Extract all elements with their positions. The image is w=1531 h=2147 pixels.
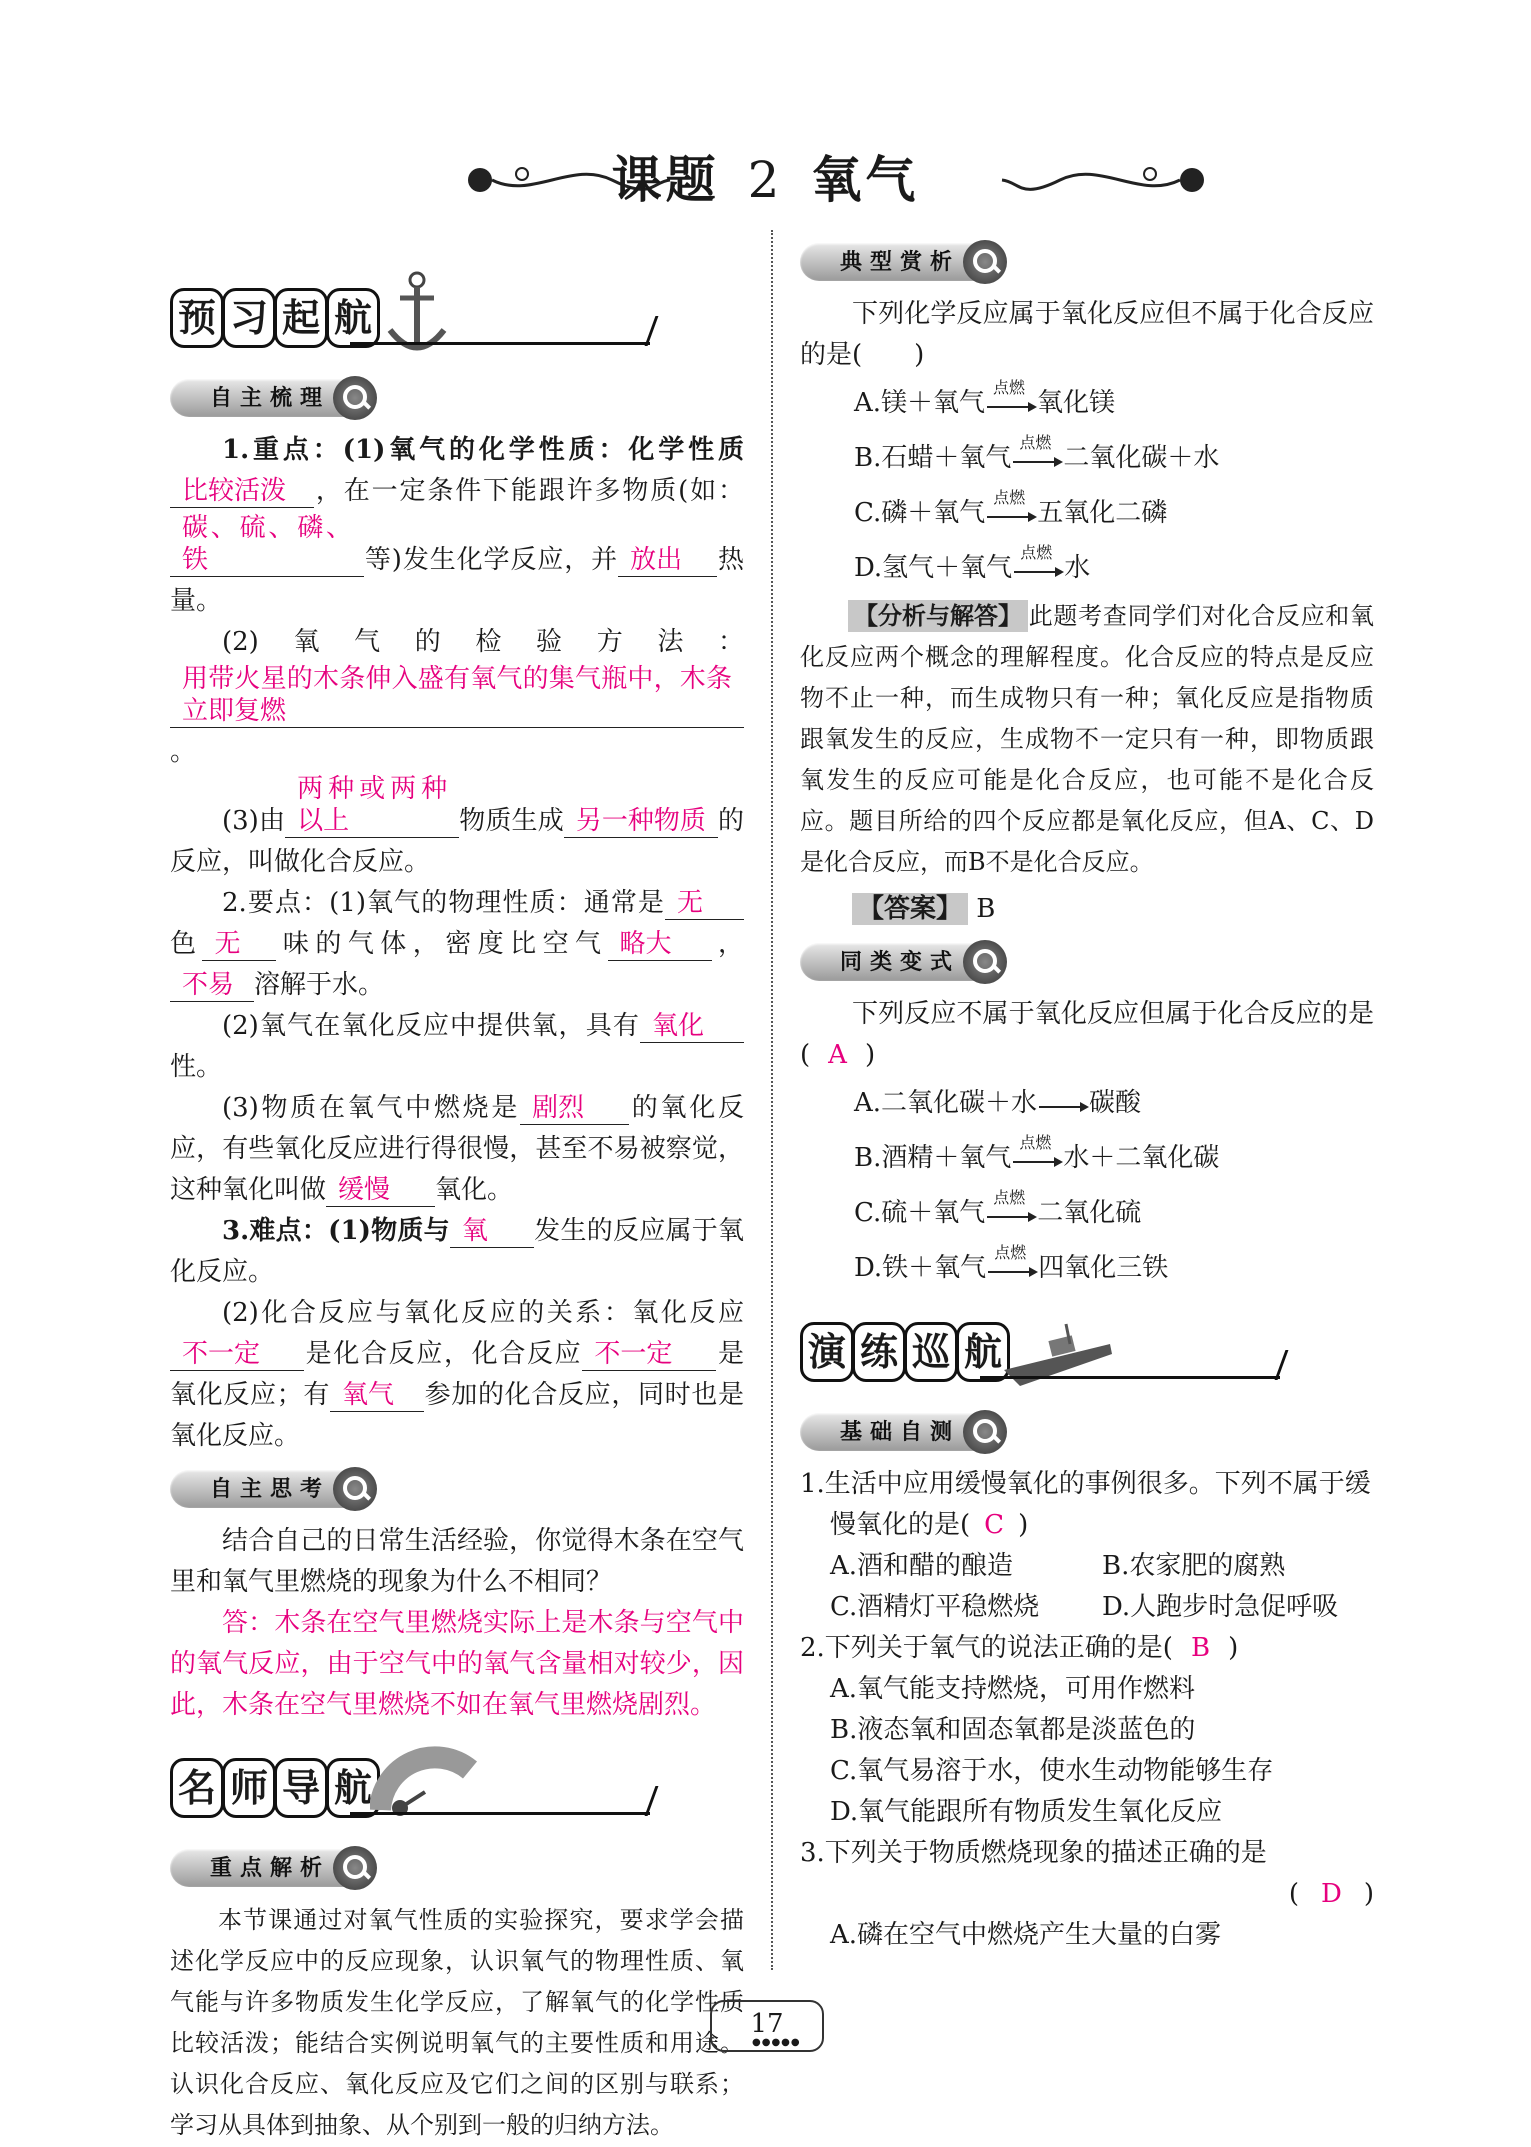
answer-blank: 无	[202, 928, 276, 961]
option: B.液态氧和固态氧都是淡蓝色的	[830, 1715, 1196, 1745]
answer-blank: 不易	[170, 969, 254, 1002]
reaction-arrow-icon	[1013, 1133, 1061, 1169]
text: 味的气体，密度比空气	[276, 929, 608, 959]
text: 碳酸	[1089, 1088, 1142, 1118]
text: 2.下列关于氧气的说法正确的是(	[800, 1633, 1173, 1663]
example-option	[800, 431, 1374, 486]
variant-option	[800, 1131, 1374, 1186]
option: A.磷在空气中燃烧产生大量的白雾	[830, 1920, 1222, 1950]
reaction-arrow-icon	[1039, 1094, 1087, 1114]
right-column	[800, 230, 1374, 1956]
text: 二氧化硫	[1037, 1198, 1142, 1228]
text: 二氧化碳＋水	[1063, 443, 1220, 473]
question-3-answer	[800, 1874, 1374, 1915]
answer-blank: 氧	[450, 1215, 534, 1248]
think-answer: 答：木条在空气里燃烧实际上是木条与空气中的氧气反应，由于空气中的氧气含量相对较少，因此，木条在空气里燃烧不如在氧气里燃烧剧烈。	[170, 1608, 744, 1720]
banner-char: 航	[326, 288, 380, 348]
text: (2)化合反应与氧化反应的关系：氧化反应	[222, 1298, 744, 1328]
text: ，	[711, 929, 744, 959]
question-1-options	[800, 1587, 1374, 1628]
title-number: 2	[747, 151, 784, 209]
text: 性。	[170, 1052, 223, 1082]
reaction-arrow-icon	[987, 488, 1035, 524]
section-title: 自主思考	[210, 1476, 331, 1502]
text: 水＋二氧化碳	[1063, 1143, 1220, 1173]
text: (3)物质在氧气中燃烧是	[222, 1093, 521, 1123]
banner-char: 习	[222, 288, 276, 348]
answer-blank: 不一定	[170, 1338, 304, 1371]
condition: 点燃	[993, 378, 1026, 397]
answer-tag: 【答案】	[852, 893, 968, 925]
think-question: 结合自己的日常生活经验，你觉得木条在空气里和氧气里燃烧的现象为什么不相同？	[170, 1526, 744, 1597]
text: (2)氧气在氧化反应中提供氧，具有	[222, 1011, 640, 1041]
magnifier-icon	[333, 376, 377, 420]
text: C.硫＋氧气	[854, 1198, 986, 1228]
text: D.铁＋氧气	[854, 1253, 987, 1283]
option: C.酒精灯平稳燃烧	[830, 1592, 1040, 1622]
answer-line	[800, 889, 1374, 930]
banner-teacher	[170, 1740, 744, 1836]
banner-char: 航	[956, 1322, 1010, 1382]
condition: 点燃	[994, 1243, 1027, 1262]
question-1-options	[800, 1546, 1374, 1587]
condition: 点燃	[1019, 433, 1052, 452]
magnifier-icon	[963, 240, 1007, 284]
banner-char: 练	[852, 1322, 906, 1382]
text: 等)发生化学反应，并	[364, 545, 619, 575]
answer-blank: 两种或两种以上	[285, 773, 459, 838]
variant-option	[800, 1241, 1374, 1296]
section-header-self-review	[170, 376, 744, 420]
text: 水	[1064, 553, 1091, 583]
text: 1.重点：(1)氧气的化学性质：化学性质	[222, 435, 744, 465]
magnifier-icon	[333, 1467, 377, 1511]
text: 。	[170, 737, 197, 767]
analysis-text: 此题考查同学们对化合反应和氧化反应两个概念的理解程度。化合反应的特点是反应物不止一种，而生成物只有一种；氧化反应是指物质跟氧发生的反应，生成物不一定只有一种，即物质跟氧发生的反应可能是化合反应，也可能不是化合反应。题目所给的四个反应都是氧化反应，但A、C、D是化合反应，而B不是化合反应。	[800, 602, 1374, 876]
answer-blank: 氧化	[640, 1010, 744, 1043]
section-title: 典型赏析	[840, 249, 961, 275]
anchor-icon	[382, 270, 452, 360]
banner-char: 起	[274, 288, 328, 348]
option: A.氧气能支持燃烧，可用作燃料	[830, 1674, 1196, 1704]
condition: 点燃	[1020, 543, 1053, 562]
point-2-2	[170, 1006, 744, 1088]
text: A.二氧化碳＋水	[854, 1088, 1038, 1118]
reaction-arrow-icon	[1013, 433, 1061, 469]
magnifier-icon	[333, 1846, 377, 1890]
answer-blank: 缓慢	[326, 1174, 435, 1207]
text: 溶解于水。	[254, 970, 385, 1000]
answer-value: D	[1320, 1879, 1342, 1909]
text: 参加的化合反应，同时也是氧化反应。	[170, 1380, 744, 1451]
section-header-key-analysis	[170, 1846, 744, 1890]
text: 2.要点：(1)氧气的物理性质：通常是	[222, 888, 665, 918]
section-title: 自主梳理	[210, 385, 331, 411]
text: C.磷＋氧气	[854, 498, 986, 528]
text: 下列反应不属于氧化反应但属于化合反应的是(	[800, 999, 1374, 1070]
text: 3.难点：(1)物质与	[222, 1216, 450, 1246]
point-3-2	[170, 1293, 744, 1457]
question-2	[800, 1628, 1374, 1669]
option: D.氧气能跟所有物质发生氧化反应	[830, 1797, 1223, 1827]
banner-char: 演	[800, 1322, 854, 1382]
text: B.酒精＋氧气	[854, 1143, 1012, 1173]
text: A.镁＋氧气	[854, 388, 986, 418]
section-header-typical-example	[800, 240, 1374, 284]
text: )	[864, 1040, 876, 1070]
variant-option	[800, 1186, 1374, 1241]
text: 氧化。	[435, 1175, 514, 1205]
text: 1.生活中应用缓慢氧化的事例很多。下列不属于缓慢氧化的是(	[800, 1469, 1371, 1540]
text: )	[1018, 1510, 1029, 1540]
text: 是氧化反应；有	[170, 1339, 744, 1410]
reaction-arrow-icon	[988, 1243, 1036, 1279]
banner-char: 师	[222, 1758, 276, 1818]
reaction-arrow-icon	[987, 378, 1035, 414]
banner-char: 巡	[904, 1322, 958, 1382]
text: 的氧化反应，有些氧化反应进行得很慢，甚至不易被察觉，这种氧化叫做	[170, 1093, 744, 1205]
text: 的反应，叫做化合反应。	[170, 806, 744, 877]
text: (	[1288, 1879, 1299, 1909]
answer-blank: 略大	[608, 928, 712, 961]
option: C.氧气易溶于水，使水生动物能够生存	[830, 1756, 1274, 1786]
answer-blank: 碳、硫、磷、铁	[170, 512, 364, 577]
title-topic: 氧气	[811, 150, 920, 209]
section-header-variant	[800, 940, 1374, 984]
section-header-self-think	[170, 1467, 744, 1511]
banner-preview	[170, 270, 744, 366]
column-divider	[771, 230, 773, 1970]
text: B.石蜡＋氧气	[854, 443, 1012, 473]
text: 是化合反应，化合反应	[304, 1339, 583, 1369]
page-title	[0, 140, 1531, 212]
text: (2)氧气的检验方法：	[222, 627, 744, 657]
section-title: 基础自测	[840, 1419, 961, 1445]
title-label: 课题	[611, 150, 720, 209]
point-1-2	[170, 622, 744, 773]
page-number	[710, 2000, 824, 2052]
banner-char: 名	[170, 1758, 224, 1818]
text: 五氧化二磷	[1037, 498, 1168, 528]
section-header-basic-test	[800, 1410, 1374, 1454]
option: D.人跑步时急促呼吸	[1102, 1592, 1339, 1622]
answer-blank: 用带火星的木条伸入盛有氧气的集气瓶中，木条立即复燃	[170, 663, 744, 728]
condition: 点燃	[993, 1188, 1026, 1207]
example-option	[800, 486, 1374, 541]
answer-blank: 剧烈	[520, 1092, 629, 1125]
answer-blank: 不一定	[582, 1338, 716, 1371]
answer-value: A	[828, 1040, 847, 1070]
answer-value: B	[976, 894, 996, 924]
gauge-icon	[370, 1740, 480, 1830]
point-1-3	[170, 773, 744, 883]
text: )	[1363, 1879, 1374, 1909]
analysis-answer	[800, 596, 1374, 883]
option: B.农家肥的腐熟	[1102, 1551, 1286, 1581]
condition: 点燃	[993, 488, 1026, 507]
variant-option	[800, 1076, 1374, 1131]
dots-icon: ●●●●●	[752, 2037, 801, 2048]
example-question: 下列化学反应属于氧化反应但不属于化合反应的是( )	[800, 299, 1374, 370]
text: )	[1228, 1633, 1239, 1663]
magnifier-icon	[963, 940, 1007, 984]
banner-char: 导	[274, 1758, 328, 1818]
key-analysis-text: 本节课通过对氧气性质的实验探究，要求学会描述化学反应中的反应现象，认识氧气的物理性质、氧气能与许多物质发生化学反应，了解氧气的化学性质比较活泼；能结合实例说明氧气的主要性质和用途。认识化合反应、氧化反应及它们之间的区别与联系；学习从具体到抽象、从个别到一般的归纳方法。	[170, 1906, 744, 2139]
text: 发生的反应属于氧化反应。	[170, 1216, 744, 1287]
point-2-3	[170, 1088, 744, 1211]
answer-blank: 比较活泼	[170, 475, 314, 508]
section-title: 重点解析	[210, 1855, 331, 1881]
text: 物质生成	[459, 806, 564, 836]
reaction-arrow-icon	[987, 1188, 1035, 1224]
text: 四氧化三铁	[1038, 1253, 1169, 1283]
text: 热量。	[170, 545, 744, 616]
question-3: 3.下列关于物质燃烧现象的描述正确的是	[800, 1838, 1267, 1868]
condition: 点燃	[1019, 1133, 1052, 1152]
banner-char: 航	[326, 1758, 380, 1818]
banner-practice	[800, 1304, 1374, 1400]
answer-value: B	[1190, 1633, 1211, 1663]
section-title: 同类变式	[840, 949, 961, 975]
example-option	[800, 541, 1374, 596]
text: 色	[170, 929, 203, 959]
variant-question	[800, 994, 1374, 1076]
ship-icon	[1000, 1314, 1120, 1394]
option: A.酒和醋的酿造	[830, 1551, 1014, 1581]
banner-char: 预	[170, 288, 224, 348]
point-1	[170, 430, 744, 622]
answer-blank: 放出	[618, 544, 717, 577]
text: D.氢气＋氧气	[854, 553, 1013, 583]
point-2	[170, 883, 744, 1006]
reaction-arrow-icon	[1014, 543, 1062, 579]
answer-value: C	[984, 1510, 1005, 1540]
analysis-tag: 【分析与解答】	[848, 600, 1028, 632]
text: ，在一定条件下能跟许多物质(如：	[314, 476, 744, 506]
question-1	[800, 1464, 1374, 1546]
page-number-text: 17	[750, 2009, 784, 2039]
point-3	[170, 1211, 744, 1293]
text: 氧化镁	[1037, 388, 1116, 418]
text: (3)由	[222, 806, 286, 836]
answer-blank: 无	[665, 887, 744, 920]
answer-blank: 氧气	[330, 1379, 424, 1412]
example-option	[800, 376, 1374, 431]
left-column	[170, 270, 744, 2146]
magnifier-icon	[963, 1410, 1007, 1454]
answer-blank: 另一种物质	[564, 805, 718, 838]
